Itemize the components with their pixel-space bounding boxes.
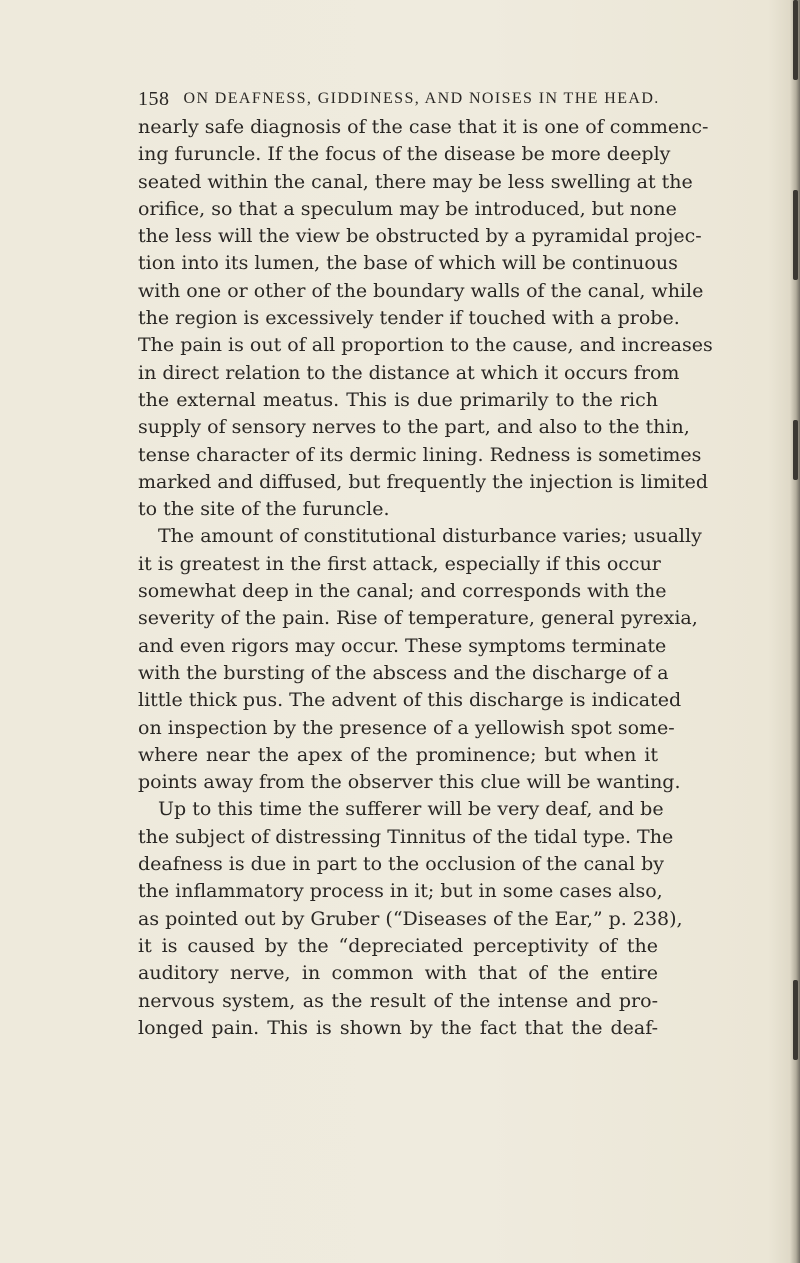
text-line: auditory nerve, in common with that of the entire <box>138 962 658 985</box>
body-text <box>138 114 713 1042</box>
page-edge-mark <box>793 980 798 1060</box>
text-line: marked and diffused, but frequently the injection is limited <box>138 470 708 493</box>
text-line: supply of sensory nerves to the part, and also to the thin, <box>138 416 690 439</box>
text-line: Up to this time the sufferer will be very deaf, and be <box>158 798 664 821</box>
text-line: it is greatest in the first attack, especially if this occur <box>138 552 661 575</box>
text-line: somewhat deep in the canal; and corresponds with the <box>138 580 667 603</box>
text-line: tense character of its dermic lining. Redness is sometimes <box>138 443 702 466</box>
text-line: where near the apex of the prominence; but when it <box>138 743 658 766</box>
text-line: the region is excessively tender if touched with a probe. <box>138 307 680 330</box>
text-line: the subject of distressing Tinnitus of the tidal type. The <box>138 825 674 848</box>
text-line: little thick pus. The advent of this discharge is indicated <box>138 689 682 712</box>
text-line: The pain is out of all proportion to the cause, and increases <box>138 334 713 357</box>
text-line: the external meatus. This is due primarily to the rich <box>138 388 658 411</box>
text-line: The amount of constitutional disturbance varies; usually <box>158 525 702 548</box>
text-line: severity of the pain. Rise of temperature, general pyrexia, <box>138 607 698 630</box>
text-line: nearly safe diagnosis of the case that it is one of commenc- <box>138 116 709 138</box>
text-line: in direct relation to the distance at which it occurs from <box>138 361 680 384</box>
page-edge-mark <box>793 190 798 280</box>
text-line: orifice, so that a speculum may be introduced, but none <box>138 197 677 220</box>
page-edge-mark <box>793 420 798 480</box>
text-line: and even rigors may occur. These symptoms terminate <box>138 634 667 657</box>
text-line: on inspection by the presence of a yellowish spot some- <box>138 716 675 739</box>
text-line: the inflammatory process in it; but in some cases also, <box>138 880 663 903</box>
running-header <box>138 88 698 111</box>
text-line: with one or other of the boundary walls of the canal, while <box>138 279 704 302</box>
text-line: points away from the observer this clue will be wanting. <box>138 771 681 794</box>
text-line: it is caused by the “depreciated perceptivity of the <box>138 934 658 957</box>
text-line: ing furuncle. If the focus of the disease be more deeply <box>138 143 671 166</box>
text-line: the less will the view be obstructed by a pyramidal projec- <box>138 225 702 248</box>
text-line: as pointed out by Gruber (“Diseases of the Ear,” p. 238), <box>138 907 683 930</box>
page-number: 158 <box>138 88 170 110</box>
text-line: deafness is due in part to the occlusion of the canal by <box>138 853 664 876</box>
text-line: tion into its lumen, the base of which will be continuous <box>138 252 678 275</box>
text-line: nervous system, as the result of the intense and pro- <box>138 989 658 1012</box>
text-line: with the bursting of the abscess and the discharge of a <box>138 661 669 684</box>
text-line: to the site of the furuncle. <box>138 498 390 521</box>
text-line: seated within the canal, there may be less swelling at the <box>138 170 693 193</box>
text-line: longed pain. This is shown by the fact that the deaf- <box>138 1016 658 1039</box>
page-edge-mark <box>793 0 798 80</box>
running-title: ON DEAFNESS, GIDDINESS, AND NOISES IN THE HEAD. <box>183 90 660 107</box>
